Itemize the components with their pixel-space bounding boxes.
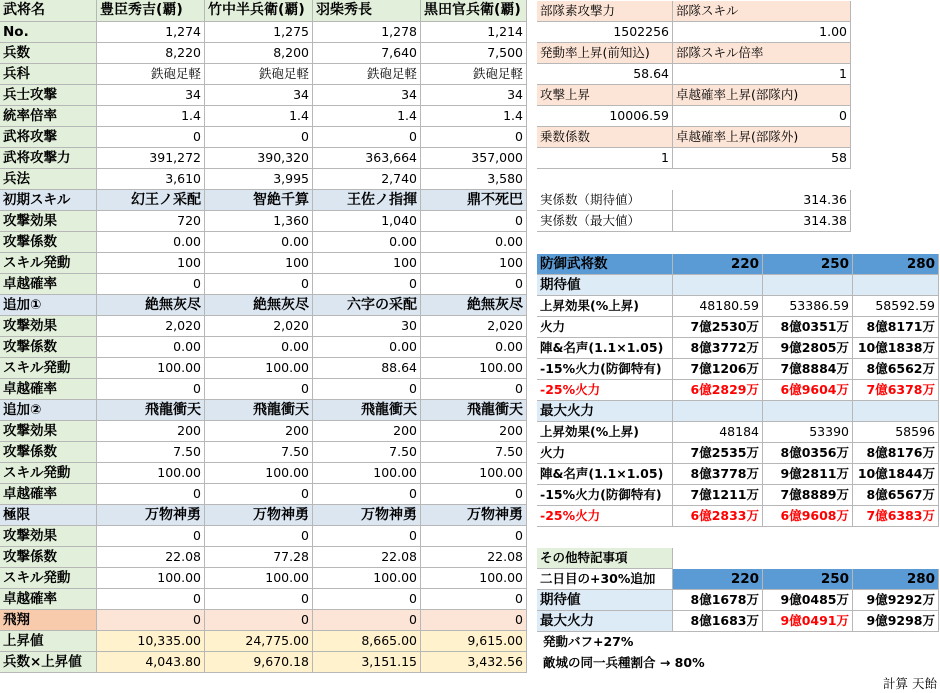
defense-value[interactable]: 6億9604万: [763, 380, 853, 401]
value-cell[interactable]: 8,200: [205, 43, 313, 64]
defense-value[interactable]: 8億3772万: [673, 338, 763, 359]
other-value[interactable]: 9億9292万: [853, 590, 939, 611]
defense-value[interactable]: 7億2530万: [673, 317, 763, 338]
param-value[interactable]: 1502256: [537, 22, 673, 43]
defense-value[interactable]: 53390: [763, 422, 853, 443]
defense-header-count[interactable]: 280: [853, 254, 939, 275]
value-cell[interactable]: 391,272: [97, 148, 205, 169]
skill-name-cell[interactable]: 六字の采配: [313, 295, 421, 316]
defense-value[interactable]: 7億6383万: [853, 506, 939, 527]
defense-value[interactable]: 7億2535万: [673, 443, 763, 464]
param-value[interactable]: 58.64: [537, 64, 673, 85]
skill-name-cell[interactable]: 飛龍衝天: [205, 400, 313, 421]
row-label[interactable]: 飛翔: [0, 610, 97, 631]
value-cell[interactable]: 77.28: [205, 547, 313, 568]
value-cell[interactable]: 8,665.00: [313, 631, 421, 652]
defense-value[interactable]: 48180.59: [673, 296, 763, 317]
skill-name-cell[interactable]: 幻王ノ采配: [97, 190, 205, 211]
value-cell[interactable]: 鉄砲足軽: [97, 64, 205, 85]
value-cell[interactable]: 0: [205, 484, 313, 505]
row-label[interactable]: 初期スキル: [0, 190, 97, 211]
row-label[interactable]: スキル発動: [0, 568, 97, 589]
value-cell[interactable]: 100.00: [421, 463, 527, 484]
row-label[interactable]: 兵数: [0, 43, 97, 64]
value-cell[interactable]: 7.50: [421, 442, 527, 463]
value-cell[interactable]: 3,580: [421, 169, 527, 190]
value-cell[interactable]: 390,320: [205, 148, 313, 169]
value-cell[interactable]: 1.4: [97, 106, 205, 127]
param-label[interactable]: 攻撃上昇: [537, 85, 673, 106]
row-label[interactable]: No.: [0, 22, 97, 43]
defense-row-label[interactable]: -15%火力(防御特有): [537, 485, 673, 506]
value-cell[interactable]: 0: [421, 379, 527, 400]
skill-name-cell[interactable]: 万物神勇: [205, 505, 313, 526]
coefficient-value[interactable]: 314.36: [673, 190, 851, 211]
value-cell[interactable]: 鉄砲足軽: [421, 64, 527, 85]
value-cell[interactable]: 100: [421, 253, 527, 274]
value-cell[interactable]: 0.00: [313, 337, 421, 358]
param-label[interactable]: 卓越確率上昇(部隊内): [673, 85, 851, 106]
value-cell[interactable]: 9,615.00: [421, 631, 527, 652]
row-label[interactable]: 攻撃効果: [0, 526, 97, 547]
row-label[interactable]: 武将攻撃: [0, 127, 97, 148]
value-cell[interactable]: 0: [313, 274, 421, 295]
value-cell[interactable]: 1,274: [97, 22, 205, 43]
section-fill: [673, 401, 763, 422]
value-cell[interactable]: 1,360: [205, 211, 313, 232]
param-label[interactable]: 卓越確率上昇(部隊外): [673, 127, 851, 148]
value-cell[interactable]: 0: [97, 589, 205, 610]
value-cell[interactable]: 1.4: [205, 106, 313, 127]
row-label[interactable]: 攻撃係数: [0, 547, 97, 568]
defense-value[interactable]: 8億0351万: [763, 317, 853, 338]
defense-header-count[interactable]: 220: [673, 254, 763, 275]
skill-name-cell[interactable]: 万物神勇: [313, 505, 421, 526]
value-cell[interactable]: 34: [421, 85, 527, 106]
value-cell[interactable]: 0: [97, 274, 205, 295]
value-cell[interactable]: 200: [205, 421, 313, 442]
value-cell[interactable]: 720: [97, 211, 205, 232]
value-cell[interactable]: 0: [421, 589, 527, 610]
value-cell[interactable]: 100: [97, 253, 205, 274]
row-label[interactable]: スキル発動: [0, 358, 97, 379]
param-value[interactable]: 0: [673, 106, 851, 127]
value-cell[interactable]: 100.00: [97, 358, 205, 379]
skill-name-cell[interactable]: 王佐ノ指揮: [313, 190, 421, 211]
value-cell[interactable]: 34: [205, 85, 313, 106]
defense-value[interactable]: 9億2805万: [763, 338, 853, 359]
value-cell[interactable]: 1,214: [421, 22, 527, 43]
defense-value[interactable]: 8億3778万: [673, 464, 763, 485]
section-fill: [763, 275, 853, 296]
value-cell[interactable]: 0: [313, 379, 421, 400]
defense-value[interactable]: 58592.59: [853, 296, 939, 317]
row-label[interactable]: 攻撃効果: [0, 316, 97, 337]
other-row-label[interactable]: 最大火力: [537, 611, 673, 632]
coefficient-label[interactable]: 実係数（期待値）: [537, 190, 673, 211]
row-label[interactable]: 兵法: [0, 169, 97, 190]
section-fill: [673, 275, 763, 296]
skill-name-cell[interactable]: 飛龍衝天: [313, 400, 421, 421]
row-label[interactable]: 卓越確率: [0, 274, 97, 295]
value-cell[interactable]: 0: [421, 526, 527, 547]
value-cell[interactable]: 100.00: [313, 463, 421, 484]
skill-name-cell[interactable]: 万物神勇: [421, 505, 527, 526]
param-value[interactable]: 1: [673, 64, 851, 85]
row-label[interactable]: 追加②: [0, 400, 97, 421]
row-label[interactable]: 兵士攻撃: [0, 85, 97, 106]
value-cell[interactable]: 8,220: [97, 43, 205, 64]
value-cell[interactable]: 0: [421, 484, 527, 505]
value-cell[interactable]: 3,432.56: [421, 652, 527, 673]
value-cell[interactable]: 0.00: [205, 337, 313, 358]
value-cell[interactable]: 0.00: [97, 337, 205, 358]
row-label[interactable]: 卓越確率: [0, 484, 97, 505]
other-value[interactable]: 8億1678万: [673, 590, 763, 611]
skill-name-cell[interactable]: 飛龍衝天: [421, 400, 527, 421]
value-cell[interactable]: 0: [205, 526, 313, 547]
param-value[interactable]: 1: [537, 148, 673, 169]
value-cell[interactable]: 0.00: [421, 232, 527, 253]
value-cell[interactable]: 0: [313, 610, 421, 631]
value-cell[interactable]: 100.00: [313, 568, 421, 589]
value-cell[interactable]: 3,610: [97, 169, 205, 190]
param-label[interactable]: 部隊スキル: [673, 1, 851, 22]
defense-row-label[interactable]: 火力: [537, 443, 673, 464]
value-cell[interactable]: 10,335.00: [97, 631, 205, 652]
general-name-header[interactable]: 豊臣秀吉(覇): [97, 0, 205, 22]
value-cell[interactable]: 1.4: [421, 106, 527, 127]
section-title[interactable]: 期待値: [537, 275, 673, 296]
defense-value[interactable]: 58596: [853, 422, 939, 443]
column-header-label[interactable]: 武将名: [0, 0, 97, 22]
value-cell[interactable]: 0: [97, 526, 205, 547]
defense-row-label[interactable]: 上昇効果(%上昇): [537, 422, 673, 443]
value-cell[interactable]: 0: [205, 589, 313, 610]
value-cell[interactable]: 24,775.00: [205, 631, 313, 652]
defense-value[interactable]: 8億8171万: [853, 317, 939, 338]
value-cell[interactable]: 0: [205, 127, 313, 148]
note-text: 敵城の同一兵種割合 → 80%: [543, 655, 705, 670]
value-cell[interactable]: 0: [421, 127, 527, 148]
defense-header-label[interactable]: 防御武将数: [537, 254, 673, 275]
value-cell[interactable]: 100.00: [97, 463, 205, 484]
value-cell[interactable]: 100: [205, 253, 313, 274]
param-value[interactable]: 58: [673, 148, 851, 169]
value-cell[interactable]: 200: [421, 421, 527, 442]
other-value[interactable]: 9億0491万: [763, 611, 853, 632]
value-cell[interactable]: 0: [205, 379, 313, 400]
defense-value[interactable]: 6億2829万: [673, 380, 763, 401]
defense-value[interactable]: 9億2811万: [763, 464, 853, 485]
row-label[interactable]: 攻撃係数: [0, 337, 97, 358]
value-cell[interactable]: 100: [313, 253, 421, 274]
value-cell[interactable]: 22.08: [313, 547, 421, 568]
defense-header-count[interactable]: 250: [763, 254, 853, 275]
defense-row-label[interactable]: 陣&名声(1.1×1.05): [537, 338, 673, 359]
defense-value[interactable]: 48184: [673, 422, 763, 443]
row-label[interactable]: 攻撃効果: [0, 211, 97, 232]
value-cell[interactable]: 34: [97, 85, 205, 106]
value-cell[interactable]: 0: [313, 589, 421, 610]
value-cell[interactable]: 0.00: [421, 337, 527, 358]
other-header-count[interactable]: 280: [853, 569, 939, 590]
other-header-count[interactable]: 220: [673, 569, 763, 590]
value-cell[interactable]: 100.00: [205, 568, 313, 589]
defense-value[interactable]: 7億1206万: [673, 359, 763, 380]
value-cell[interactable]: 0: [97, 610, 205, 631]
param-label[interactable]: 発動率上昇(前知込): [537, 43, 673, 64]
param-label[interactable]: 部隊素攻撃力: [537, 1, 673, 22]
row-label[interactable]: 兵数×上昇値: [0, 652, 97, 673]
value-cell[interactable]: 100.00: [97, 568, 205, 589]
row-label[interactable]: 武将攻撃力: [0, 148, 97, 169]
value-cell[interactable]: 22.08: [421, 547, 527, 568]
value-cell[interactable]: 100.00: [205, 358, 313, 379]
value-cell[interactable]: 7.50: [97, 442, 205, 463]
value-cell[interactable]: 7,500: [421, 43, 527, 64]
value-cell[interactable]: 100.00: [421, 568, 527, 589]
defense-row-label[interactable]: 陣&名声(1.1×1.05): [537, 464, 673, 485]
skill-name-cell[interactable]: 絶無灰尽: [97, 295, 205, 316]
value-cell[interactable]: 0: [313, 484, 421, 505]
defense-value[interactable]: 10億1844万: [853, 464, 939, 485]
value-cell[interactable]: 3,995: [205, 169, 313, 190]
row-label[interactable]: 攻撃効果: [0, 421, 97, 442]
value-cell[interactable]: 0: [313, 127, 421, 148]
value-cell[interactable]: 鉄砲足軽: [205, 64, 313, 85]
coefficient-label[interactable]: 実係数（最大値）: [537, 211, 673, 232]
param-value[interactable]: 10006.59: [537, 106, 673, 127]
other-header-label[interactable]: 二日目の+30%追加: [537, 569, 673, 590]
defense-row-label[interactable]: -15%火力(防御特有): [537, 359, 673, 380]
value-cell[interactable]: 34: [313, 85, 421, 106]
skill-name-cell[interactable]: 飛龍衝天: [97, 400, 205, 421]
value-cell[interactable]: 7.50: [205, 442, 313, 463]
general-name-header[interactable]: 竹中半兵衛(覇): [205, 0, 313, 22]
other-row-label[interactable]: 期待値: [537, 590, 673, 611]
section-fill: [763, 401, 853, 422]
section-fill: [853, 275, 939, 296]
value-cell[interactable]: 30: [313, 316, 421, 337]
general-name-header[interactable]: 黒田官兵衛(覇): [421, 0, 527, 22]
value-cell[interactable]: 2,020: [97, 316, 205, 337]
defense-value[interactable]: 10億1838万: [853, 338, 939, 359]
row-label[interactable]: 卓越確率: [0, 379, 97, 400]
skill-name-cell[interactable]: 万物神勇: [97, 505, 205, 526]
value-cell[interactable]: 100.00: [421, 358, 527, 379]
other-title[interactable]: その他特記事項: [537, 548, 673, 569]
value-cell[interactable]: 7.50: [313, 442, 421, 463]
value-cell[interactable]: 0: [97, 379, 205, 400]
param-value[interactable]: 1.00: [673, 22, 851, 43]
general-name-header[interactable]: 羽柴秀長: [313, 0, 421, 22]
skill-name-cell[interactable]: 智絶千算: [205, 190, 313, 211]
defense-value[interactable]: 7億6378万: [853, 380, 939, 401]
row-label[interactable]: 兵科: [0, 64, 97, 85]
section-fill: [853, 401, 939, 422]
row-label[interactable]: 極限: [0, 505, 97, 526]
value-cell[interactable]: 2,020: [421, 316, 527, 337]
value-cell[interactable]: 200: [313, 421, 421, 442]
param-label[interactable]: 部隊スキル倍率: [673, 43, 851, 64]
row-label[interactable]: 統率倍率: [0, 106, 97, 127]
section-title[interactable]: 最大火力: [537, 401, 673, 422]
value-cell[interactable]: 7,640: [313, 43, 421, 64]
defense-value[interactable]: 8億0356万: [763, 443, 853, 464]
value-cell[interactable]: 1,040: [313, 211, 421, 232]
value-cell[interactable]: 0: [421, 610, 527, 631]
other-value[interactable]: 9億0485万: [763, 590, 853, 611]
value-cell[interactable]: 0: [97, 127, 205, 148]
value-cell[interactable]: 3,151.15: [313, 652, 421, 673]
defense-value[interactable]: 53386.59: [763, 296, 853, 317]
defense-value[interactable]: 8億6562万: [853, 359, 939, 380]
other-header-count[interactable]: 250: [763, 569, 853, 590]
value-cell[interactable]: 1.4: [313, 106, 421, 127]
defense-value[interactable]: 7億1211万: [673, 485, 763, 506]
value-cell[interactable]: 0: [205, 610, 313, 631]
other-value[interactable]: 9億9298万: [853, 611, 939, 632]
defense-value[interactable]: 7億8889万: [763, 485, 853, 506]
value-cell[interactable]: 0: [421, 274, 527, 295]
skill-name-cell[interactable]: 鼎不死巴: [421, 190, 527, 211]
defense-value[interactable]: 8億8176万: [853, 443, 939, 464]
skill-name-cell[interactable]: 絶無灰尽: [205, 295, 313, 316]
value-cell[interactable]: 0.00: [97, 232, 205, 253]
row-label[interactable]: スキル発動: [0, 463, 97, 484]
value-cell[interactable]: 鉄砲足軽: [313, 64, 421, 85]
value-cell[interactable]: 0.00: [205, 232, 313, 253]
value-cell[interactable]: 4,043.80: [97, 652, 205, 673]
row-label[interactable]: スキル発動: [0, 253, 97, 274]
value-cell[interactable]: 0: [421, 211, 527, 232]
row-label[interactable]: 卓越確率: [0, 589, 97, 610]
value-cell[interactable]: 200: [97, 421, 205, 442]
defense-row-label[interactable]: 火力: [537, 317, 673, 338]
value-cell[interactable]: 88.64: [313, 358, 421, 379]
defense-row-label[interactable]: -25%火力: [537, 506, 673, 527]
note-text: 発動バフ+27%: [543, 634, 634, 649]
credit-text: 計算 天飴: [883, 676, 937, 691]
value-cell[interactable]: 0: [313, 526, 421, 547]
value-cell[interactable]: 0.00: [313, 232, 421, 253]
defense-value[interactable]: 8億6567万: [853, 485, 939, 506]
defense-value[interactable]: 6億9608万: [763, 506, 853, 527]
value-cell[interactable]: 9,670.18: [205, 652, 313, 673]
row-label[interactable]: 上昇値: [0, 631, 97, 652]
value-cell[interactable]: 2,740: [313, 169, 421, 190]
coefficient-value[interactable]: 314.38: [673, 211, 851, 232]
value-cell[interactable]: 22.08: [97, 547, 205, 568]
defense-value[interactable]: 7億8884万: [763, 359, 853, 380]
defense-value[interactable]: 6億2833万: [673, 506, 763, 527]
value-cell[interactable]: 0: [97, 484, 205, 505]
other-value[interactable]: 8億1683万: [673, 611, 763, 632]
defense-row-label[interactable]: 上昇効果(%上昇): [537, 296, 673, 317]
row-label[interactable]: 追加①: [0, 295, 97, 316]
row-label[interactable]: 攻撃係数: [0, 442, 97, 463]
value-cell[interactable]: 100.00: [205, 463, 313, 484]
value-cell[interactable]: 357,000: [421, 148, 527, 169]
value-cell[interactable]: 0: [205, 274, 313, 295]
row-label[interactable]: 攻撃係数: [0, 232, 97, 253]
value-cell[interactable]: 1,278: [313, 22, 421, 43]
value-cell[interactable]: 1,275: [205, 22, 313, 43]
defense-row-label[interactable]: -25%火力: [537, 380, 673, 401]
value-cell[interactable]: 363,664: [313, 148, 421, 169]
value-cell[interactable]: 2,020: [205, 316, 313, 337]
param-label[interactable]: 乗数係数: [537, 127, 673, 148]
skill-name-cell[interactable]: 絶無灰尽: [421, 295, 527, 316]
